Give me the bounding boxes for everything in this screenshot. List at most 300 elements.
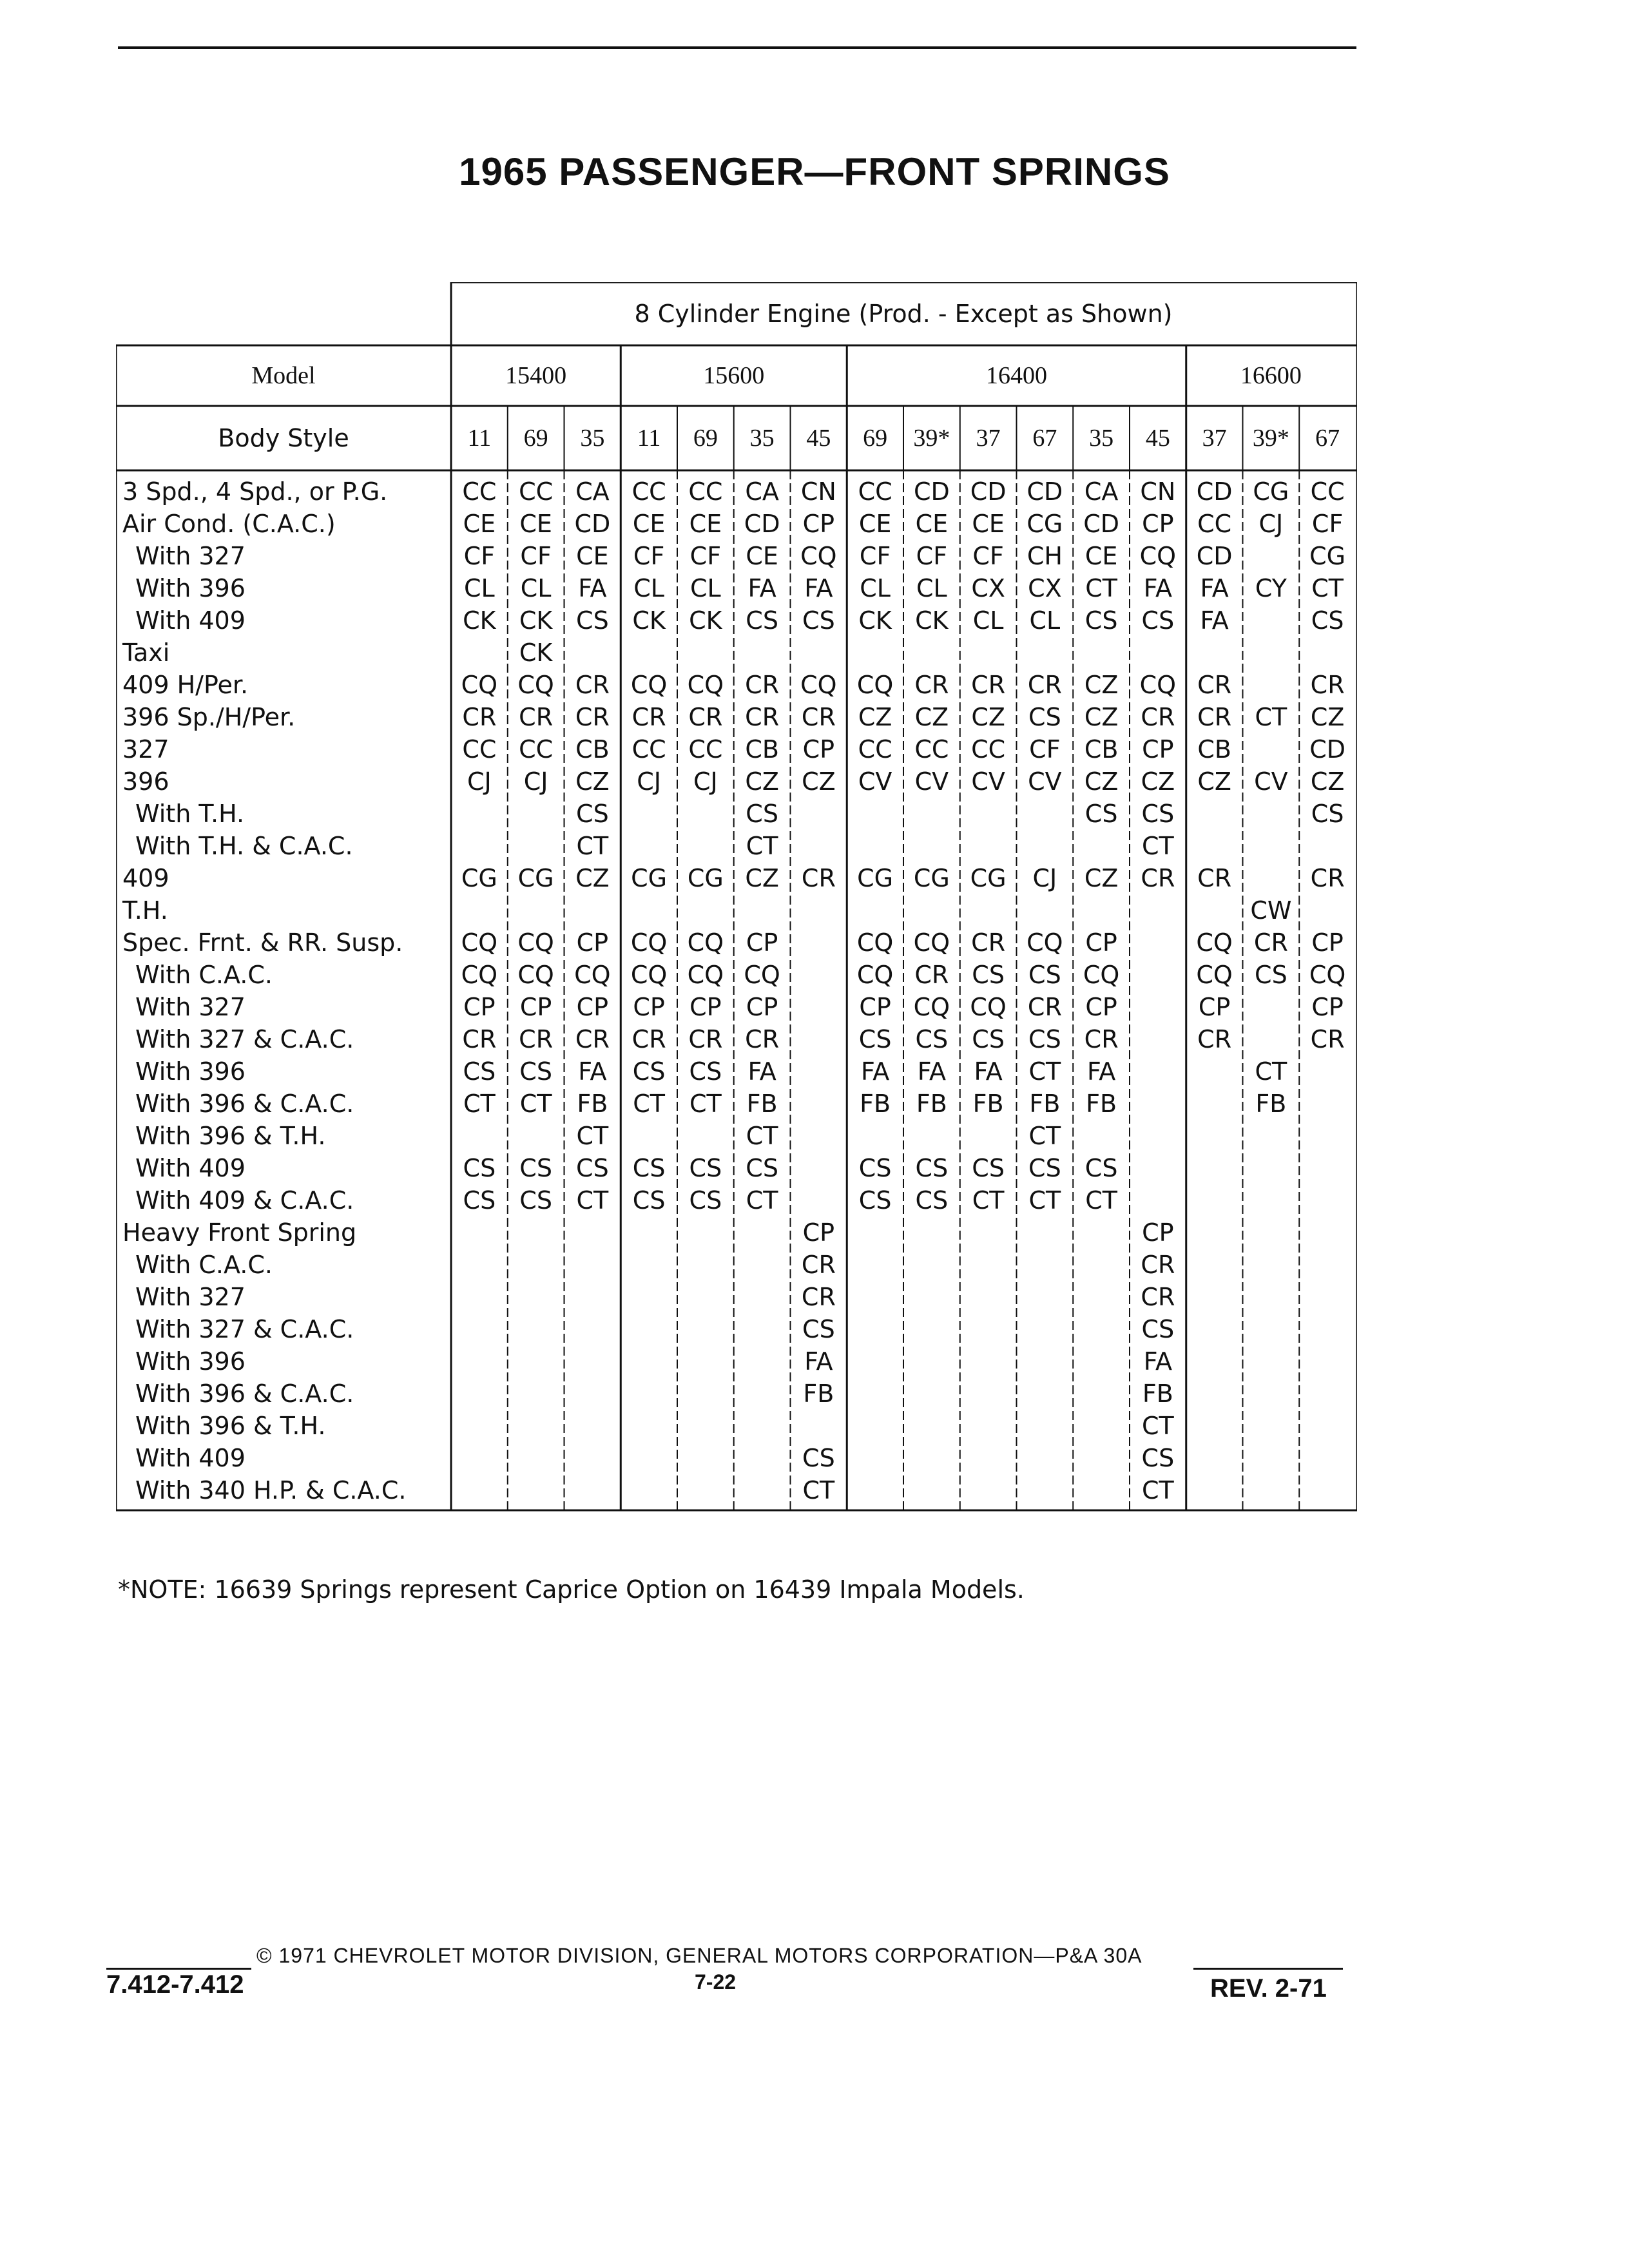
- spring-code: CS: [576, 800, 609, 828]
- spring-code: CZ: [1310, 767, 1345, 796]
- spring-code: CQ: [970, 993, 1007, 1021]
- spring-code: CQ: [856, 928, 894, 957]
- row-label: With 396: [135, 1347, 246, 1376]
- row-label: With 409: [135, 1444, 246, 1472]
- spring-code: CL: [916, 574, 947, 602]
- spring-code: CC: [688, 477, 723, 506]
- body-style-code: 67: [1315, 425, 1340, 452]
- row-label: With 396 & C.A.C.: [135, 1379, 354, 1408]
- spring-code: CS: [915, 1186, 949, 1215]
- spring-code: CZ: [971, 703, 1005, 731]
- spring-code: CT: [576, 1122, 609, 1150]
- row-label: With 327: [135, 1283, 246, 1311]
- spring-code: CS: [858, 1025, 892, 1053]
- spring-code: CK: [858, 606, 892, 635]
- model-number: 15400: [505, 362, 567, 389]
- spring-code: CT: [689, 1090, 722, 1118]
- body-style-code: 69: [693, 425, 718, 452]
- spring-code: CR: [1310, 1025, 1345, 1053]
- spring-code: CY: [1255, 574, 1287, 602]
- spring-code: CB: [1197, 735, 1231, 764]
- spring-code: CP: [802, 510, 835, 538]
- spring-code: CG: [1027, 510, 1063, 538]
- spring-code: CF: [972, 542, 1004, 570]
- spring-code: FA: [578, 574, 607, 602]
- row-label: 396: [122, 767, 169, 796]
- spring-code: CS: [463, 1186, 496, 1215]
- row-label: With C.A.C.: [135, 961, 273, 989]
- spring-code: CV: [971, 767, 1005, 796]
- spring-code: CS: [802, 1444, 835, 1472]
- spring-code: CE: [632, 510, 666, 538]
- spring-code: CR: [575, 1025, 610, 1053]
- spring-code: CL: [690, 574, 721, 602]
- spring-code: CG: [1309, 542, 1346, 570]
- spring-code: CT: [1142, 1476, 1174, 1504]
- spring-code: FA: [1200, 606, 1229, 635]
- spring-code: CG: [1253, 477, 1289, 506]
- spring-code: CQ: [461, 928, 498, 957]
- spring-code: CC: [858, 735, 892, 764]
- spring-code: CR: [1027, 993, 1062, 1021]
- spring-code: CD: [574, 510, 611, 538]
- spring-code: CD: [1309, 735, 1346, 764]
- spring-code: CR: [745, 1025, 780, 1053]
- spring-code: CZ: [802, 767, 836, 796]
- spring-code: CP: [1085, 993, 1117, 1021]
- spring-code: CZ: [1084, 864, 1119, 892]
- row-label: With 396: [135, 574, 246, 602]
- spring-code: CQ: [574, 961, 611, 989]
- revision-label: REV. 2-71: [1210, 1974, 1327, 2003]
- spring-code: CF: [520, 542, 552, 570]
- spring-code: CS: [576, 1154, 609, 1182]
- spring-code: CQ: [461, 671, 498, 699]
- spring-code: CC: [1310, 477, 1345, 506]
- spring-code: CP: [689, 993, 722, 1021]
- spring-code: CS: [689, 1154, 722, 1182]
- spring-code: CS: [1028, 703, 1061, 731]
- row-label: With T.H. & C.A.C.: [135, 832, 353, 860]
- spring-code: CT: [972, 1186, 1005, 1215]
- spring-code: FA: [804, 574, 833, 602]
- spring-code: CT: [1255, 1057, 1287, 1086]
- spring-code: CT: [1142, 832, 1174, 860]
- spring-code: CT: [1311, 574, 1344, 602]
- spring-code: CF: [1311, 510, 1344, 538]
- spring-code: CT: [576, 832, 609, 860]
- spring-code: CT: [519, 1090, 552, 1118]
- body-style-code: 11: [637, 425, 661, 452]
- spring-code: CR: [801, 864, 836, 892]
- spring-code: CS: [1028, 961, 1061, 989]
- spring-code: CA: [1084, 477, 1119, 506]
- body-style-code: 67: [1032, 425, 1057, 452]
- spring-code: CS: [915, 1025, 949, 1053]
- spring-code: CQ: [687, 928, 724, 957]
- spring-code: CD: [1196, 477, 1233, 506]
- spring-code: CB: [1084, 735, 1119, 764]
- spring-code: CJ: [637, 767, 661, 796]
- spring-code: CV: [1028, 767, 1062, 796]
- spring-code: FA: [747, 1057, 776, 1086]
- spring-code: CG: [857, 864, 894, 892]
- spring-code: CT: [1028, 1186, 1061, 1215]
- footer-rule-right: [1193, 1968, 1343, 1970]
- spring-code: CQ: [1196, 961, 1233, 989]
- spring-code: CC: [1197, 510, 1232, 538]
- spring-code: CS: [519, 1154, 552, 1182]
- spring-code: CT: [1085, 574, 1117, 602]
- spring-code: CS: [972, 961, 1005, 989]
- spring-code: FA: [1200, 574, 1229, 602]
- spring-code: CP: [633, 993, 665, 1021]
- spring-code: CT: [746, 1122, 778, 1150]
- page-number: 7-22: [695, 1970, 737, 1994]
- spring-code: CX: [971, 574, 1005, 602]
- spring-code: CX: [1028, 574, 1062, 602]
- spring-code: CS: [915, 1154, 949, 1182]
- spring-code: CF: [916, 542, 948, 570]
- spring-code: FB: [1255, 1090, 1287, 1118]
- spring-code: CT: [1028, 1057, 1061, 1086]
- spring-code: CC: [858, 477, 892, 506]
- spring-code: CT: [746, 1186, 778, 1215]
- spring-code: CL: [972, 606, 1004, 635]
- spring-code: CS: [1141, 1315, 1175, 1343]
- spring-code: CT: [633, 1090, 665, 1118]
- spring-code: CE: [519, 510, 552, 538]
- spring-code: CS: [1084, 800, 1118, 828]
- spring-code: CP: [1142, 735, 1174, 764]
- spring-code: CP: [1142, 510, 1174, 538]
- spring-code: CZ: [1084, 767, 1119, 796]
- row-label: 409: [122, 864, 169, 892]
- spring-code: CE: [689, 510, 722, 538]
- spring-code: CS: [1255, 961, 1287, 989]
- spring-code: CR: [1310, 671, 1345, 699]
- spring-code: CP: [1198, 993, 1231, 1021]
- spring-code: CK: [689, 606, 722, 635]
- spring-code: FB: [916, 1090, 947, 1118]
- spring-code: CS: [746, 800, 778, 828]
- spring-code: CQ: [517, 961, 554, 989]
- spring-code: CQ: [1139, 542, 1177, 570]
- row-label: With 396 & T.H.: [135, 1122, 326, 1150]
- spring-code: CQ: [913, 928, 950, 957]
- model-number: 16400: [986, 362, 1047, 389]
- spring-code: CE: [972, 510, 1005, 538]
- spring-code: CG: [461, 864, 497, 892]
- spring-code: CQ: [461, 961, 498, 989]
- spring-code: CQ: [687, 961, 724, 989]
- spring-code: CQ: [630, 928, 668, 957]
- spring-code: FA: [1143, 574, 1173, 602]
- row-label: Taxi: [122, 639, 170, 667]
- spring-code: CT: [1085, 1186, 1117, 1215]
- spring-code: CS: [689, 1057, 722, 1086]
- spring-code: CR: [971, 928, 1006, 957]
- spring-code: CL: [860, 574, 891, 602]
- spring-code: CP: [802, 1218, 835, 1247]
- spring-code: CS: [1028, 1154, 1061, 1182]
- spring-code: CS: [632, 1154, 666, 1182]
- spring-code: CS: [463, 1057, 496, 1086]
- footnote: *NOTE: 16639 Springs represent Caprice Option on 16439 Impala Models.: [118, 1575, 1025, 1604]
- spring-code: CJ: [1258, 510, 1284, 538]
- spring-code: CK: [519, 639, 553, 667]
- body-style-code: 37: [1202, 425, 1227, 452]
- spring-code: CG: [687, 864, 724, 892]
- row-label: With 327 & C.A.C.: [135, 1315, 354, 1343]
- spring-code: CZ: [1310, 703, 1345, 731]
- spring-code: CG: [517, 864, 554, 892]
- spring-code: CZ: [1084, 703, 1119, 731]
- spring-code: CS: [746, 606, 778, 635]
- spring-code: CR: [631, 1025, 666, 1053]
- row-label: 327: [122, 735, 169, 764]
- spring-code: CK: [463, 606, 496, 635]
- spring-code: CQ: [800, 671, 837, 699]
- spring-code: CT: [463, 1090, 496, 1118]
- spring-code: CS: [1311, 800, 1344, 828]
- row-label: With 396 & C.A.C.: [135, 1090, 354, 1118]
- spring-code: CR: [914, 671, 949, 699]
- spring-code: CE: [746, 542, 778, 570]
- spring-code: CZ: [1141, 767, 1175, 796]
- row-label: T.H.: [122, 896, 168, 925]
- spring-code: CD: [1196, 542, 1233, 570]
- spring-code: CF: [689, 542, 722, 570]
- spring-code: CC: [519, 735, 554, 764]
- spring-code: CQ: [1139, 671, 1177, 699]
- spring-code: CK: [915, 606, 949, 635]
- spring-code: CR: [745, 671, 780, 699]
- spring-code: CE: [858, 510, 892, 538]
- spring-code: CS: [802, 606, 835, 635]
- spring-code: FB: [1086, 1090, 1117, 1118]
- body-style-code: 37: [976, 425, 1001, 452]
- spring-code: CQ: [856, 961, 894, 989]
- spring-code: CR: [575, 703, 610, 731]
- spring-code: CD: [970, 477, 1007, 506]
- spring-code: CK: [632, 606, 666, 635]
- spring-code: FB: [577, 1090, 608, 1118]
- row-label: With T.H.: [135, 800, 245, 828]
- spring-code: CS: [1084, 1154, 1118, 1182]
- spring-code: CR: [801, 1251, 836, 1279]
- spring-code: CF: [633, 542, 665, 570]
- spring-code: FA: [1086, 1057, 1116, 1086]
- spring-code: CV: [858, 767, 892, 796]
- spring-code: CR: [1197, 671, 1232, 699]
- spring-code: CQ: [1027, 928, 1063, 957]
- row-label: With 327: [135, 542, 246, 570]
- spring-code: CG: [913, 864, 950, 892]
- body-style-code: 39*: [913, 425, 950, 452]
- spring-code: CC: [688, 735, 723, 764]
- body-style-code: 69: [863, 425, 888, 452]
- spring-code: CS: [463, 1154, 496, 1182]
- spring-code: CB: [745, 735, 779, 764]
- spring-code: CQ: [1309, 961, 1346, 989]
- spring-code: CC: [462, 477, 497, 506]
- spring-code: FA: [804, 1347, 833, 1376]
- spring-code: CP: [746, 993, 778, 1021]
- spring-code: CQ: [630, 671, 668, 699]
- spring-code: CV: [1254, 767, 1288, 796]
- spring-code: FA: [974, 1057, 1003, 1086]
- spring-code: FB: [972, 1090, 1004, 1118]
- spring-code: CE: [915, 510, 949, 538]
- spring-code: CD: [744, 510, 780, 538]
- spring-code: CR: [688, 1025, 723, 1053]
- spring-code: CJ: [693, 767, 718, 796]
- spring-code: CF: [859, 542, 891, 570]
- spring-code: FA: [578, 1057, 607, 1086]
- spring-code: CL: [633, 574, 664, 602]
- spring-code: CR: [519, 1025, 554, 1053]
- spring-code: CZ: [1084, 671, 1119, 699]
- spring-code: CN: [1140, 477, 1176, 506]
- spring-code: CZ: [745, 767, 779, 796]
- spring-code: CR: [745, 703, 780, 731]
- spring-code: CH: [1027, 542, 1063, 570]
- spring-code: CR: [801, 703, 836, 731]
- spring-code: CS: [802, 1315, 835, 1343]
- spring-code: CD: [1027, 477, 1063, 506]
- spring-code: CQ: [517, 671, 554, 699]
- spring-code: FA: [917, 1057, 947, 1086]
- spring-code: CL: [464, 574, 495, 602]
- spring-code: CR: [519, 703, 554, 731]
- spring-code: CR: [1197, 864, 1232, 892]
- body-style-code: 45: [806, 425, 831, 452]
- spring-code: CS: [858, 1186, 892, 1215]
- spring-code: FB: [1029, 1090, 1061, 1118]
- spring-code: CQ: [687, 671, 724, 699]
- spring-code: CQ: [800, 542, 837, 570]
- row-label: With 409: [135, 1154, 246, 1182]
- spring-code: CT: [746, 832, 778, 860]
- spring-code: CZ: [745, 864, 779, 892]
- body-style-code: 35: [1089, 425, 1114, 452]
- spring-code: CA: [745, 477, 779, 506]
- spring-code: CR: [801, 1283, 836, 1311]
- spring-code: CS: [972, 1025, 1005, 1053]
- spring-code: CC: [971, 735, 1006, 764]
- spring-code: CP: [1311, 993, 1344, 1021]
- spring-code: CT: [576, 1186, 609, 1215]
- model-label: Model: [251, 362, 316, 389]
- spring-code: CD: [913, 477, 950, 506]
- spring-code: CP: [576, 928, 609, 957]
- spring-code: CC: [462, 735, 497, 764]
- spring-code: CZ: [858, 703, 892, 731]
- spring-code: CT: [1142, 1412, 1174, 1440]
- row-label: 409 H/Per.: [122, 671, 249, 699]
- row-label: With 396: [135, 1057, 246, 1086]
- page-title: 1965 PASSENGER—FRONT SPRINGS: [459, 150, 1170, 193]
- body-style-code: 35: [749, 425, 775, 452]
- spring-code: CR: [462, 703, 497, 731]
- spring-code: FB: [803, 1379, 834, 1408]
- spring-code: CR: [688, 703, 723, 731]
- spring-code: CZ: [575, 864, 610, 892]
- spring-code: CQ: [913, 993, 950, 1021]
- spring-code: FB: [746, 1090, 778, 1118]
- spring-code: CL: [520, 574, 552, 602]
- spring-code: CL: [1029, 606, 1061, 635]
- spring-code: CP: [802, 735, 835, 764]
- spring-code: CJ: [467, 767, 492, 796]
- spring-code: CP: [576, 993, 609, 1021]
- spring-code: CQ: [744, 961, 780, 989]
- spring-code: CQ: [856, 671, 894, 699]
- body-style-code: 35: [580, 425, 605, 452]
- spring-code: CR: [462, 1025, 497, 1053]
- spring-code: CR: [971, 671, 1006, 699]
- spring-code: CS: [972, 1154, 1005, 1182]
- spring-code: CV: [914, 767, 949, 796]
- spring-code: CP: [1085, 928, 1117, 957]
- spring-code: CS: [746, 1154, 778, 1182]
- spring-code: CR: [1141, 864, 1175, 892]
- row-label: Air Cond. (C.A.C.): [122, 510, 336, 538]
- spring-code: FB: [860, 1090, 891, 1118]
- spring-code: CJ: [1032, 864, 1057, 892]
- row-label: With 409: [135, 606, 246, 635]
- body-style-code: 45: [1145, 425, 1170, 452]
- spring-code: CS: [576, 606, 609, 635]
- spring-code: CP: [1142, 1218, 1174, 1247]
- spring-code: CS: [1028, 1025, 1061, 1053]
- spring-code: CZ: [1197, 767, 1231, 796]
- row-label: With 409 & C.A.C.: [135, 1186, 354, 1215]
- spring-code: FB: [1142, 1379, 1173, 1408]
- spring-code: CR: [1141, 1251, 1175, 1279]
- spring-code: CF: [1029, 735, 1061, 764]
- spring-code: CR: [575, 671, 610, 699]
- row-label: With 396 & T.H.: [135, 1412, 326, 1440]
- spring-code: CR: [1084, 1025, 1119, 1053]
- model-number: 16600: [1240, 362, 1302, 389]
- spring-code: CZ: [575, 767, 610, 796]
- spring-code: CS: [1084, 606, 1118, 635]
- spring-code: CA: [575, 477, 610, 506]
- spring-code: CT: [802, 1476, 835, 1504]
- spring-code: CS: [1311, 606, 1344, 635]
- spring-code: CZ: [914, 703, 949, 731]
- spring-code: CC: [519, 477, 554, 506]
- spring-code: CJ: [523, 767, 548, 796]
- body-style-code: 11: [467, 425, 492, 452]
- page-range: 7.412-7.412: [106, 1970, 244, 1999]
- spring-code: CS: [519, 1186, 552, 1215]
- body-style-code: 39*: [1252, 425, 1289, 452]
- spring-code: CP: [1311, 928, 1344, 957]
- spring-code: CB: [575, 735, 610, 764]
- spring-code: CK: [519, 606, 553, 635]
- spring-code: CS: [519, 1057, 552, 1086]
- body-style-code: 69: [523, 425, 548, 452]
- body-style-label: Body Style: [218, 424, 349, 452]
- spring-code: CR: [1141, 703, 1175, 731]
- row-label: With 327: [135, 993, 246, 1021]
- spring-code: CP: [746, 928, 778, 957]
- spring-code: CS: [632, 1057, 666, 1086]
- spring-code: CQ: [1196, 928, 1233, 957]
